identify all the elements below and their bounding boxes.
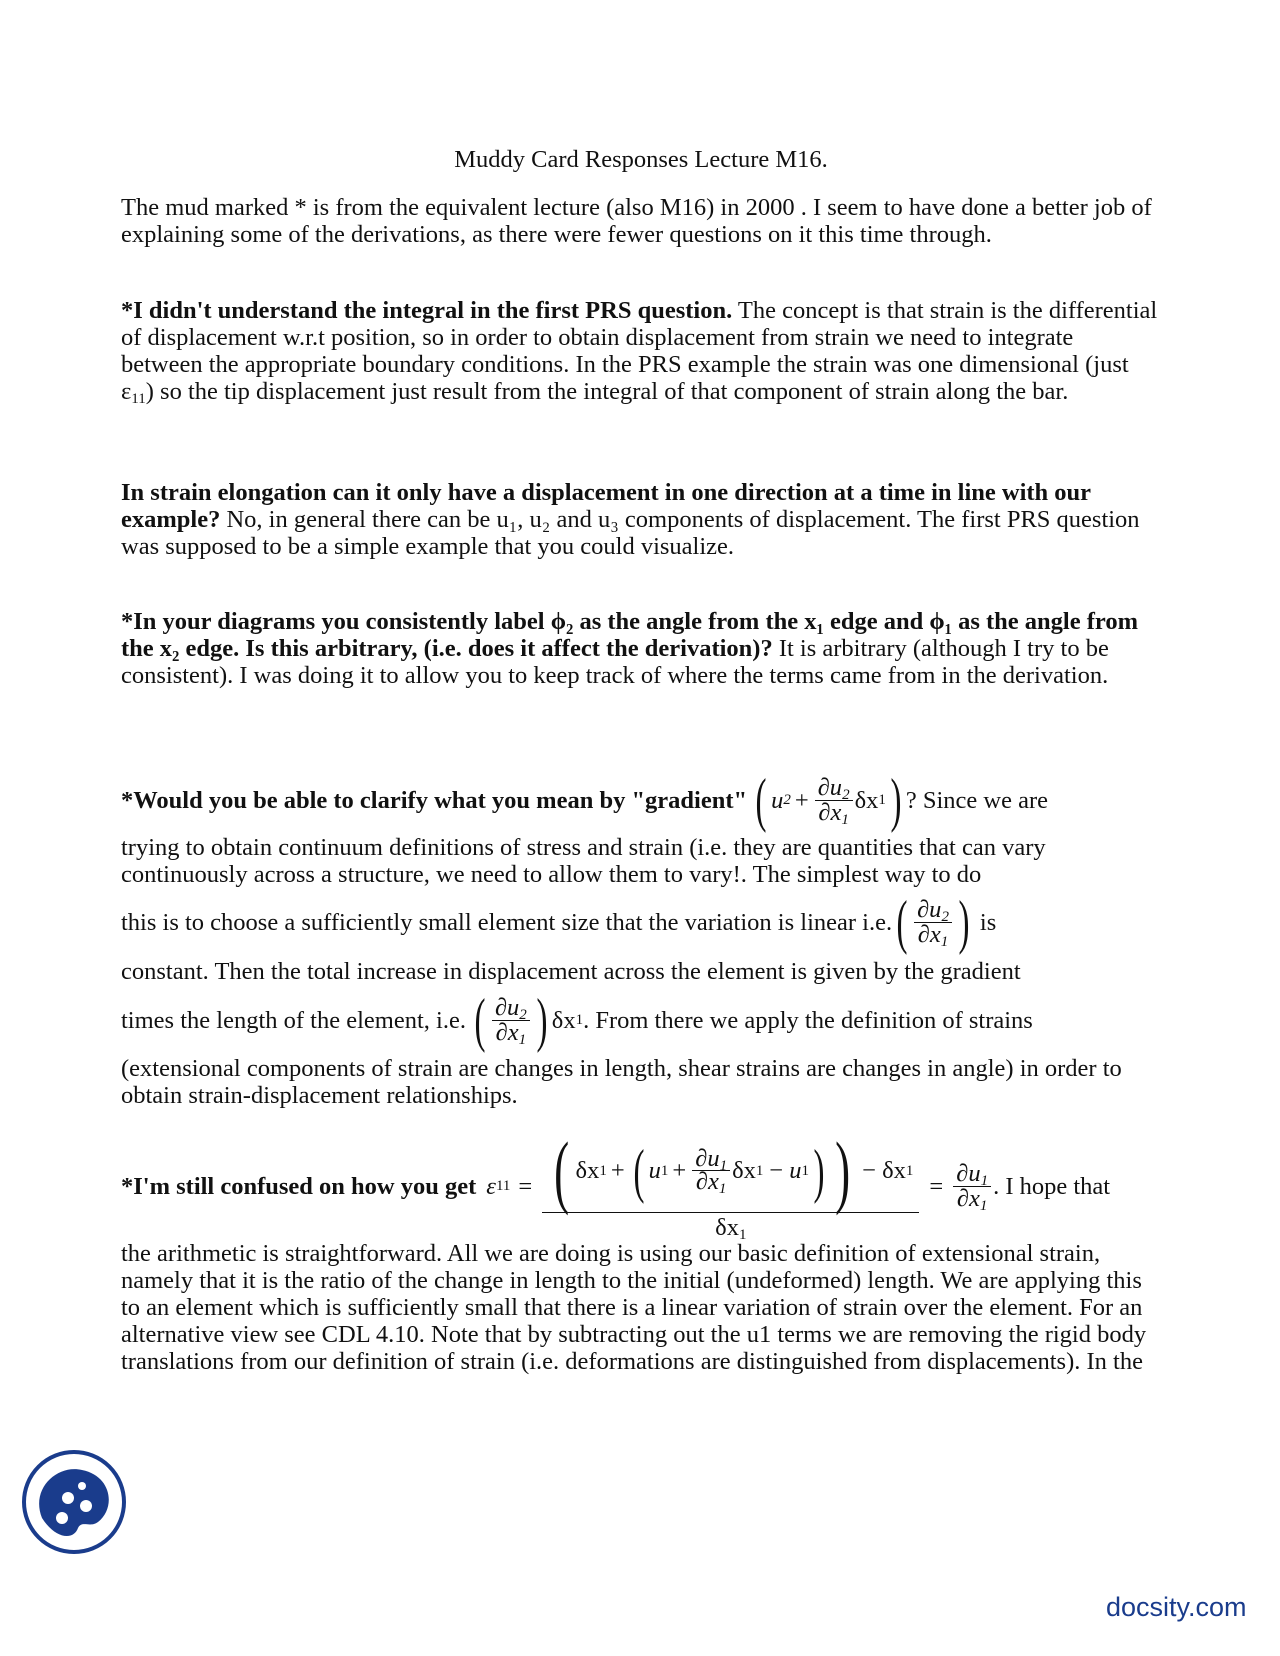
q5-answer: the arithmetic is straightforward. All we are doing is using our basic definition of extensional strain, namely that it is the ratio of the change in length to the initial (undeformed) length. We are applying this to an element which is sufficiently small that there is a linear variation of strain over the element. For an alternative view see CDL 4.10. Note that by subtracting out the u1 terms we are removing the rigid body translations from our definition of strain (i.e. deformations are distinguished from displacements). In the — [121, 1240, 1147, 1375]
q5-question: *I'm still confused on how you get — [121, 1172, 477, 1200]
q5-after-formula: . I hope that — [993, 1172, 1111, 1200]
q2-question: In strain elongation can it only have a displacement in one direction at a time in line with our example? — [121, 479, 1091, 533]
q2-paragraph — [121, 479, 1161, 560]
docsity-logo-icon[interactable] — [20, 1448, 128, 1556]
q1-answer-a: The concept is that strain is the differential of displacement w.r.t position, so in order to obtain displacement from strain we need to integrate between the appropriate boundary conditions. In the PRS example the strain was one dimensional (just ε — [121, 297, 1158, 405]
q4-line5: times the length of the element, i.e. ( $\frac{\partial u_2}{\partial x_1}$ ) δx 1 . From there we apply the definition of strains — [121, 987, 1033, 1053]
q4-line2: trying to obtain continuum definitions of stress and strain (i.e. they are quantities that can vary continuously across a structure, we need to allow them to vary!. The simplest way to do — [121, 834, 1046, 888]
q1-question: *I didn't understand the integral in the first PRS question. — [121, 297, 733, 324]
q3-answer: It is arbitrary (although I try to be consistent). I was doing it to allow you to keep track of where the terms came from in the derivation. — [121, 635, 1109, 689]
docsity-brand-link[interactable]: docsity.com — [1106, 1592, 1247, 1622]
q3-question: *In your diagrams you consistently label ϕ₂ as the angle from the x₁ edge and ϕ₁ as the angle from the x₂ edge. Is this arbitrary, (i.e. does it affect the derivation)? — [121, 608, 1138, 662]
gradient-formula: ( u 2 + $\frac{\partial u_2}{\partial x_1}$ δx 1 ) — [755, 767, 902, 833]
q3-paragraph — [121, 608, 1161, 689]
page-title: Muddy Card Responses Lecture M16. — [454, 146, 828, 173]
q4-line3: this is to choose a sufficiently small element size that the variation is linear i.e. ( $\frac{\partial u_2}{\partial x_1}$ ) is — [121, 889, 997, 955]
q2-answer: No, in general there can be u₁, u₂ and u₃ components of displacement. The first PRS question was supposed to be a simple example that you could visualize. — [121, 506, 1140, 560]
q1-answer-b: ) so the tip displacement just result from the integral of that component of strain along the bar. — [145, 378, 1069, 405]
intro-paragraph: The mud marked * is from the equivalent lecture (also M16) in 2000 . I seem to have done a better job of explaining some of the derivations, as there were fewer questions on it this time through. — [121, 194, 1152, 248]
q4-question: *Would you be able to clarify what you mean by "gradient" — [121, 786, 748, 814]
epsilon11-formula: ε 11 = ( δx 1 + ( u 1 + $\frac{\partial u_1}{\partial x_1}$ δx 1 − u 1 ) ) − δx 1 $\delta x_1$ = $\frac{\partial u_1}{\partial x_1}$ — [486, 1130, 993, 1243]
q4-question-line — [121, 767, 1161, 833]
du2-dx1-formula: ( $\frac{\partial u_2}{\partial x_1}$ ) — [896, 889, 970, 955]
gradient-times-length-formula: ( $\frac{\partial u_2}{\partial x_1}$ ) δx 1 — [474, 987, 584, 1053]
q4-line6: (extensional components of strain are changes in length, shear strains are changes in angle) in order to obtain strain-displacement relationships. — [121, 1055, 1122, 1109]
q5-question-line — [121, 1124, 1161, 1243]
q1-sub: 11 — [131, 391, 146, 407]
q1-paragraph — [121, 297, 1161, 405]
q4-line4: constant. Then the total increase in displacement across the element is given by the gradient — [121, 958, 1021, 985]
q4-after-formula: ? Since we are — [905, 786, 1048, 814]
